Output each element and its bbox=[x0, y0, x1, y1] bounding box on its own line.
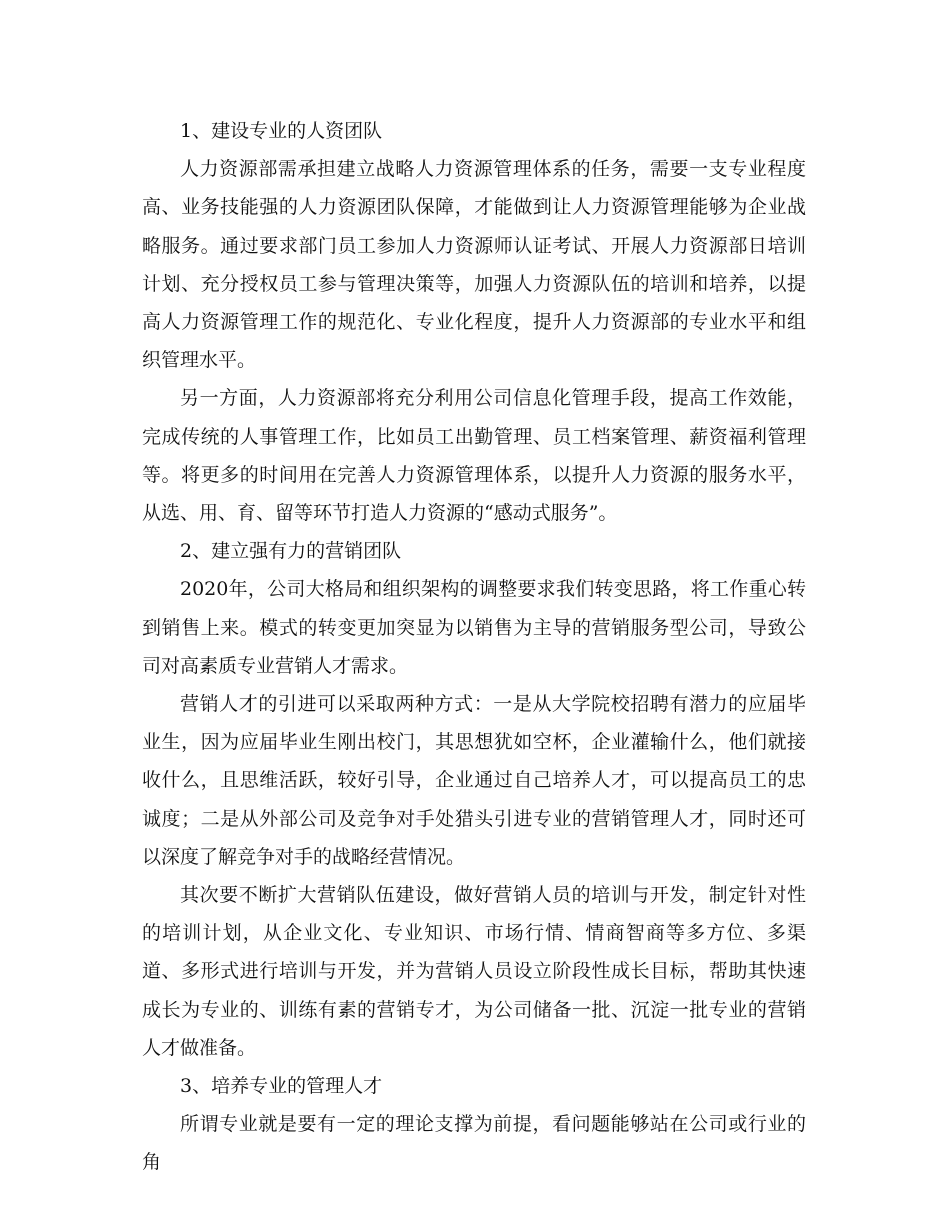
section-heading-2: 2、建立强有力的营销团队 bbox=[180, 540, 402, 563]
section-heading-3: 3、培养专业的管理人才 bbox=[180, 1075, 383, 1098]
paragraph-sales-shift: 2020年，公司大格局和组织架构的调整要求我们转变思路，将工作重心转到销售上来。模式的转变更加突显为以销售为主导的营销服务型公司，导致公司对高素质专业营销人才需求。 bbox=[142, 578, 806, 677]
paragraph-talent-recruitment: 营销人才的引进可以采取两种方式：一是从大学院校招聘有潜力的应届毕业生，因为应届毕业生刚出校门，其思想犹如空杯，企业灌输什么，他们就接收什么，且思维活跃，较好引导，企业通过自己培养人才，可以提高员工的忠诚度；二是从外部公司及竞争对手处猎头引进专业的营销管理人才，同时还可以深度了解竞争对手的战略经营情况。 bbox=[142, 693, 806, 868]
paragraph-management-talent: 所谓专业就是要有一定的理论支撑为前提，看问题能够站在公司或行业的角 bbox=[142, 1113, 806, 1174]
section-heading-1: 1、建设专业的人资团队 bbox=[180, 120, 383, 142]
paragraph-hr-team: 人力资源部需承担建立战略人力资源管理体系的任务，需要一支专业程度高、业务技能强的人力资源团队保障，才能做到让人力资源管理能够为企业战略服务。通过要求部门员工参加人力资源师认证考试、开展人力资源部日培训计划、充分授权员工参与管理决策等，加强人力资源队伍的培训和培养，以提高人力资源管理工作的规范化、专业化程度，提升人力资源部的专业水平和组织管理水平。 bbox=[142, 158, 806, 372]
paragraph-hr-informatization: 另一方面，人力资源部将充分利用公司信息化管理手段，提高工作效能，完成传统的人事管理工作，比如员工出勤管理、员工档案管理、薪资福利管理等。将更多的时间用在完善人力资源管理体系，以提升人力资源的服务水平，从选、用、育、留等环节打造人力资源的“感动式服务”。 bbox=[142, 387, 806, 525]
paragraph-sales-training: 其次要不断扩大营销队伍建设，做好营销人员的培训与开发，制定针对性的培训计划，从企业文化、专业知识、市场行情、情商智商等多方位、多渠道、多形式进行培训与开发，并为营销人员设立阶段性成长目标，帮助其快速成长为专业的、训练有素的营销专才，为公司储备一批、沉淀一批专业的营销人才做准备。 bbox=[142, 884, 806, 1059]
document-body bbox=[142, 112, 806, 1182]
